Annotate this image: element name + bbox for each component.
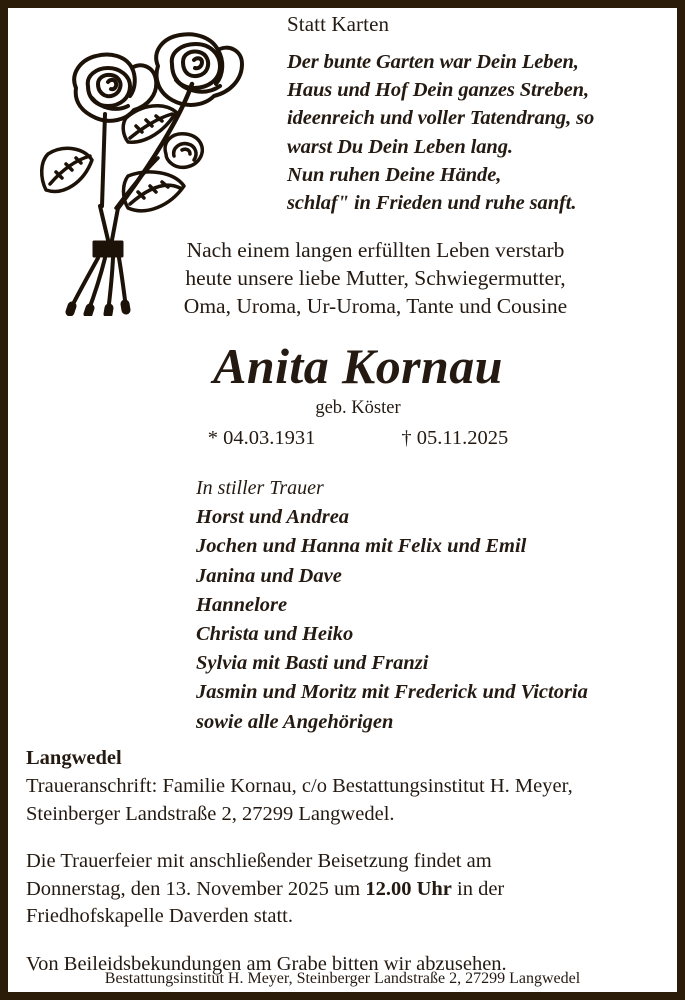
maiden-name: geb. Köster	[315, 398, 401, 418]
ceremony-line: Die Trauerfeier mit anschließender Beisetzung findet am	[26, 850, 492, 872]
mourner-line: Horst und Andrea	[196, 506, 350, 529]
life-dates	[68, 424, 648, 452]
details-block	[26, 744, 674, 978]
mourner-line: sowie alle Angehörigen	[196, 710, 394, 733]
mourners-block	[196, 474, 676, 737]
funeral-home-footer: Bestattungsinstitut H. Meyer, Steinberger Landstraße 2, 27299 Langwedel	[104, 970, 581, 987]
poem-line: Nun ruhen Deine Hände,	[287, 163, 502, 186]
mourner-line: Jasmin und Moritz mit Frederick und Victoria	[196, 681, 588, 704]
poem-line: warst Du Dein Leben lang.	[287, 135, 513, 158]
deceased-block	[68, 338, 648, 452]
notice-inner	[8, 8, 677, 992]
mourner-line: Christa und Heiko	[196, 623, 354, 646]
mourner-line: Sylvia mit Basti und Franzi	[196, 652, 429, 675]
ceremony-time: 12.00 Uhr	[365, 877, 452, 900]
request-line: Von Beileidsbekundungen am Grabe bitten wir abzusehen.	[26, 952, 507, 975]
intro-line: Oma, Uroma, Ur-Uroma, Tante und Cousine	[183, 294, 568, 318]
mourning-header: In stiller Trauer	[196, 477, 324, 499]
mourner-line: Jochen und Hanna mit Felix und Emil	[196, 535, 527, 558]
intro-text	[103, 236, 648, 320]
birth-date: * 04.03.1931	[207, 427, 316, 449]
poem-line: ideenreich und voller Tatendrang, so	[287, 107, 595, 130]
header-note: Statt Karten	[287, 12, 390, 36]
mourner-line: Janina und Dave	[196, 564, 342, 587]
poem-line: schlafʺ in Frieden und ruhe sanft.	[287, 192, 577, 215]
ceremony-line: Friedhofskapelle Daverden statt.	[26, 905, 293, 927]
address-line: Traueranschrift: Familie Kornau, c/o Bestattungsinstitut H. Meyer,	[26, 775, 573, 797]
intro-line: Nach einem langen erfüllten Leben verstarb	[186, 238, 565, 262]
poem	[287, 48, 677, 217]
address-line: Steinberger Landstraße 2, 27299 Langwedel.	[26, 802, 395, 825]
poem-line: Haus und Hof Dein ganzes Streben,	[287, 79, 589, 102]
mourning-address	[26, 773, 674, 828]
place-name: Langwedel	[26, 747, 122, 769]
deceased-name: Anita Kornau	[213, 338, 503, 394]
ceremony-info	[26, 848, 674, 931]
poem-line: Der bunte Garten war Dein Leben,	[287, 51, 579, 73]
top-text-block	[287, 10, 677, 217]
ceremony-line	[26, 876, 674, 904]
ceremony-suffix: in der	[451, 877, 505, 900]
intro-line: heute unsere liebe Mutter, Schwiegermutter,	[185, 266, 566, 290]
mourner-line: Hannelore	[196, 593, 288, 616]
death-date: † 05.11.2025	[401, 427, 509, 449]
ceremony-date: Donnerstag, den 13. November 2025 um	[26, 877, 366, 900]
